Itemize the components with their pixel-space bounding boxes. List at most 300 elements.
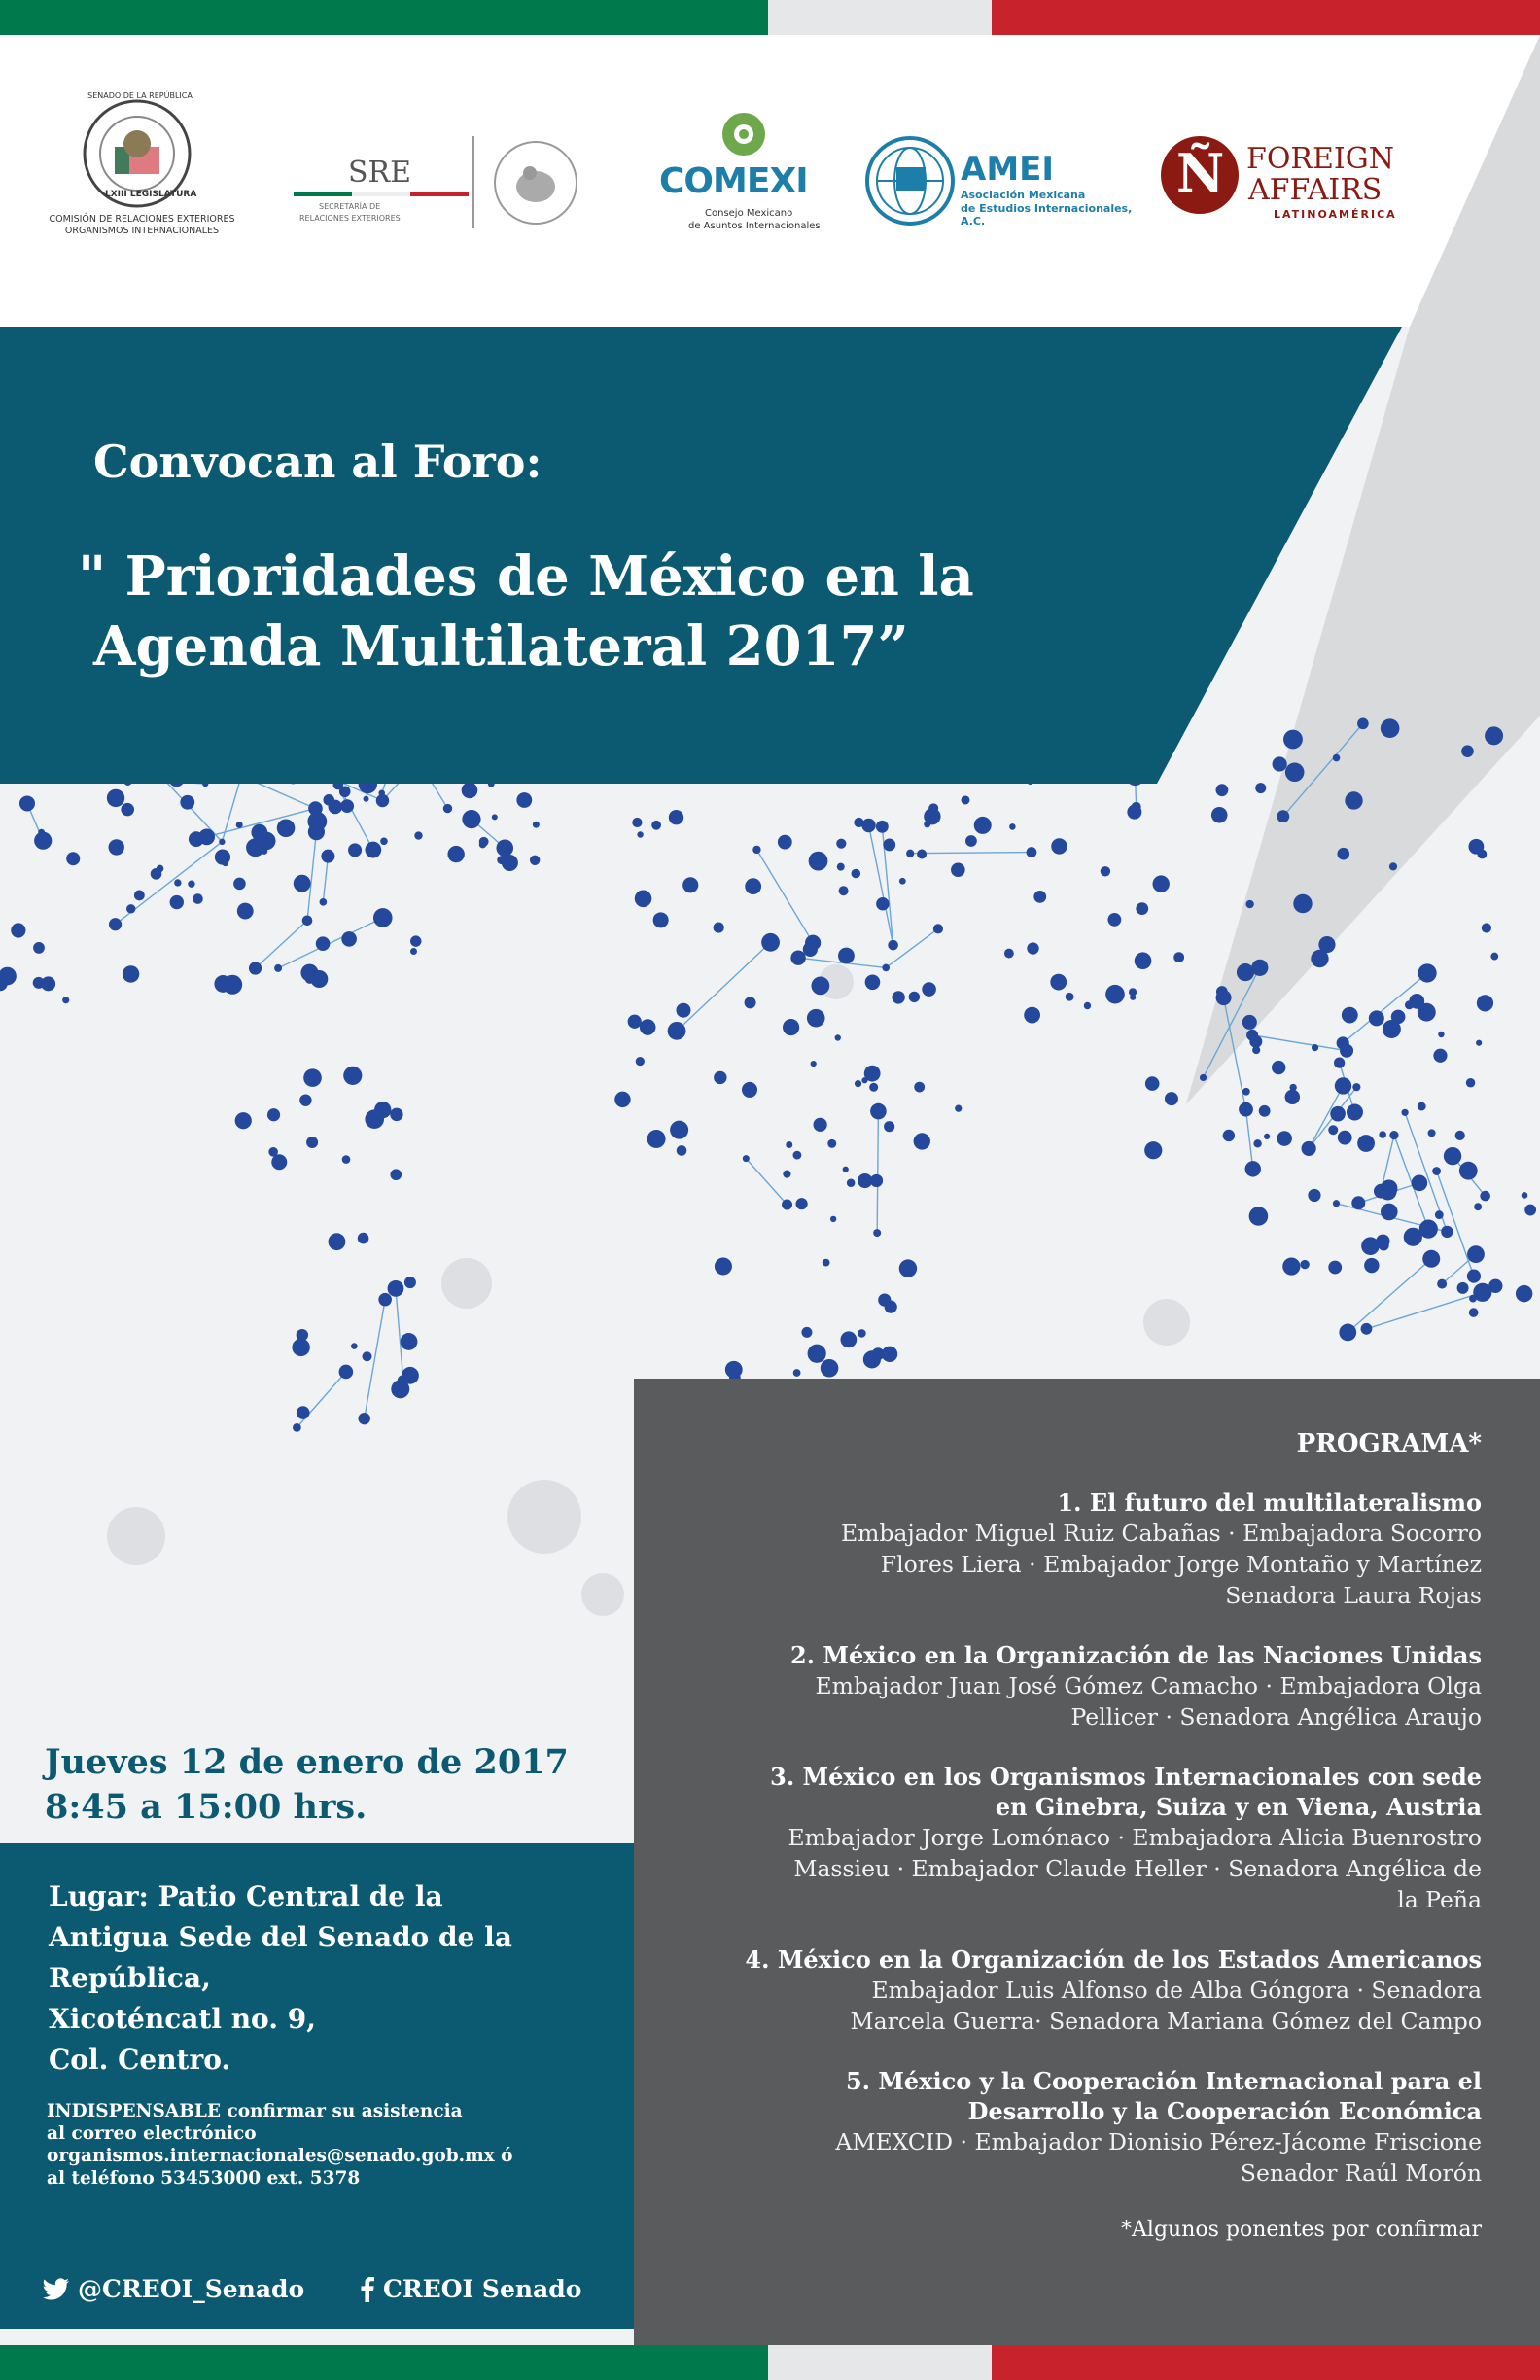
network-node — [267, 1108, 280, 1121]
network-link — [1224, 998, 1246, 1109]
network-node — [1338, 1131, 1352, 1145]
network-node — [1435, 1210, 1444, 1219]
programa-item-speakers — [661, 1518, 1482, 1611]
network-node — [447, 846, 464, 862]
network-node — [1335, 1077, 1351, 1094]
network-node — [1272, 1061, 1285, 1074]
network-node — [1474, 1203, 1482, 1210]
network-node — [462, 783, 478, 799]
programa-item-heading — [661, 1488, 1482, 1518]
network-node — [838, 948, 855, 964]
network-node — [1145, 1076, 1160, 1091]
network-node — [752, 846, 760, 854]
network-node — [1337, 848, 1349, 860]
event-date: Jueves 12 de enero de 2017 — [45, 1742, 569, 1782]
network-link — [1246, 1109, 1253, 1169]
network-node — [122, 965, 139, 982]
network-node — [1422, 1250, 1440, 1268]
network-node — [811, 1061, 817, 1067]
network-node — [847, 1178, 856, 1187]
network-node — [951, 862, 965, 877]
network-node — [1467, 1270, 1481, 1283]
network-node — [380, 837, 388, 845]
network-node — [793, 1151, 802, 1160]
speakers-line: la Peña — [1397, 1886, 1482, 1913]
network-node — [1412, 1175, 1428, 1192]
network-node — [1216, 986, 1228, 998]
network-node — [401, 1333, 418, 1350]
network-node — [378, 1293, 392, 1307]
network-node — [373, 908, 393, 928]
network-node — [293, 1423, 301, 1432]
network-node — [1223, 1130, 1235, 1141]
network-node — [682, 877, 698, 892]
network-node — [1144, 1141, 1162, 1159]
network-node — [1524, 1205, 1536, 1216]
network-node — [648, 1130, 666, 1148]
network-node — [1200, 1074, 1207, 1081]
twitter-bird-icon — [43, 2278, 70, 2301]
network-node — [1328, 1125, 1338, 1135]
network-node — [351, 1343, 358, 1349]
rsvp-line: al correo electrónico — [47, 2123, 257, 2144]
network-node — [888, 940, 898, 951]
heading-line: 1. El futuro del multilateralismo — [1057, 1488, 1482, 1517]
network-node — [1480, 1191, 1490, 1202]
network-node — [533, 822, 540, 828]
network-node — [1328, 1261, 1342, 1275]
network-node — [320, 898, 328, 906]
network-node — [1467, 1245, 1485, 1263]
facebook-page: CREOI Senado — [383, 2275, 582, 2303]
network-node — [1382, 1020, 1401, 1038]
venue-line: Col. Centro. — [49, 2044, 231, 2076]
network-node — [1259, 1105, 1271, 1117]
network-node — [882, 1347, 897, 1362]
network-node — [884, 1121, 894, 1132]
network-node — [364, 796, 369, 802]
senado-ring-text: SENADO DE LA REPÚBLICA — [88, 91, 192, 100]
network-link — [677, 942, 771, 1031]
network-node — [1004, 949, 1014, 959]
network-node — [822, 1259, 830, 1267]
network-node — [974, 817, 992, 834]
speakers-line: Senadora Laura Rojas — [1225, 1582, 1482, 1609]
network-node — [801, 1327, 812, 1338]
network-node — [1342, 1007, 1358, 1024]
network-node — [359, 1413, 370, 1424]
network-node — [443, 804, 452, 813]
network-node — [1239, 1102, 1253, 1117]
network-node — [835, 1034, 841, 1040]
network-node — [1469, 1295, 1477, 1303]
network-node — [1334, 1058, 1345, 1068]
network-node — [306, 1137, 318, 1148]
amei-line1: Asociación Mexicana — [961, 189, 1086, 201]
programa-note: *Algunos ponentes por confirmar — [1121, 2218, 1482, 2242]
network-node — [786, 1141, 792, 1148]
programa-item-speakers — [661, 1822, 1482, 1915]
background-bubble — [581, 1573, 624, 1616]
sre-flag-bar — [294, 192, 469, 196]
programa-item — [661, 1640, 1482, 1732]
network-node — [914, 1133, 930, 1149]
network-node — [782, 1199, 792, 1209]
network-node — [1282, 1257, 1300, 1275]
network-node — [316, 936, 331, 951]
network-node — [1488, 1279, 1502, 1293]
network-link — [756, 850, 813, 943]
network-node — [343, 1067, 362, 1085]
network-node — [909, 992, 920, 1002]
network-node — [268, 1147, 278, 1157]
network-node — [745, 997, 756, 1008]
network-node — [778, 835, 792, 850]
foreign-affairs-logo — [1159, 134, 1412, 231]
programa-item-heading — [661, 1944, 1482, 1975]
network-node — [793, 1369, 801, 1377]
network-node — [653, 912, 669, 928]
network-link — [307, 832, 316, 921]
network-node — [745, 878, 761, 894]
speakers-line: Massieu · Embajador Claude Heller · Senadora Angélica de — [793, 1855, 1482, 1882]
network-node — [1129, 988, 1137, 996]
network-node — [363, 1351, 372, 1361]
network-node — [341, 931, 357, 947]
network-node — [0, 967, 17, 986]
network-node — [492, 814, 498, 820]
comexi-line1: Consejo Mexicano — [705, 208, 793, 219]
network-node — [1522, 1192, 1528, 1199]
network-node — [924, 808, 940, 824]
network-node — [714, 1071, 726, 1084]
network-node — [632, 818, 642, 827]
network-node — [640, 1019, 656, 1035]
network-node — [107, 789, 124, 807]
network-node — [109, 918, 122, 930]
programa-item — [661, 2066, 1482, 2188]
amei-name: AMEI — [961, 150, 1055, 189]
network-node — [214, 975, 231, 993]
network-node — [1437, 1279, 1447, 1289]
network-node — [840, 1331, 857, 1348]
network-node — [1428, 1129, 1436, 1137]
network-node — [813, 1118, 826, 1132]
programa-item-speakers — [661, 2126, 1482, 2188]
heading-line: 5. México y la Cooperación Internacional para el — [845, 2067, 1482, 2095]
programa-item-heading — [661, 2066, 1482, 2126]
network-node — [843, 1167, 849, 1172]
network-node — [1477, 850, 1487, 859]
network-node — [827, 1139, 836, 1148]
network-node — [1242, 1088, 1250, 1096]
amei-globe-icon — [863, 134, 957, 228]
network-node — [233, 878, 246, 891]
rsvp-line: al teléfono 53453000 ext. 5378 — [47, 2168, 361, 2188]
network-link — [746, 1159, 787, 1205]
network-node — [839, 886, 849, 895]
network-node — [637, 831, 643, 837]
network-node — [636, 1057, 645, 1066]
network-node — [614, 1092, 630, 1107]
foreign-affairs-letter: Ñ — [1176, 142, 1225, 204]
network-node — [1173, 952, 1184, 962]
network-node — [11, 923, 25, 937]
network-node — [1165, 1092, 1178, 1105]
network-node — [876, 821, 889, 833]
programa — [661, 1429, 1482, 2242]
venue-line: Lugar: Patio Central de la — [49, 1880, 443, 1912]
network-node — [882, 964, 890, 972]
network-node — [1389, 1131, 1398, 1139]
network-node — [1105, 985, 1125, 1004]
network-node — [892, 991, 904, 1003]
network-node — [1418, 1003, 1436, 1022]
twitter-handle: @CREOI_Senado — [78, 2275, 305, 2303]
network-node — [390, 1108, 402, 1121]
network-node — [1066, 993, 1074, 1001]
network-node — [1318, 936, 1335, 953]
network-node — [1127, 805, 1141, 820]
network-node — [743, 1155, 750, 1162]
network-node — [805, 935, 821, 951]
network-node — [530, 856, 540, 865]
forum-title-line2: Agenda Multilateral 2017” — [93, 614, 909, 679]
venue-info — [49, 1876, 593, 2081]
network-node — [808, 1345, 826, 1363]
network-node — [151, 868, 162, 880]
network-node — [1405, 1000, 1414, 1009]
speakers-line: Marcela Guerra· Senadora Mariana Gómez del Campo — [850, 2008, 1482, 2035]
twitter-link[interactable] — [43, 2275, 304, 2303]
foreign-affairs-line3: LATINOAMÉRICA — [1274, 208, 1397, 221]
network-node — [62, 997, 69, 1003]
foreign-affairs-line2: AFFAIRS — [1248, 173, 1382, 207]
event-datetime — [45, 1740, 569, 1830]
network-node — [854, 818, 863, 827]
network-node — [821, 1359, 839, 1378]
network-node — [19, 795, 35, 811]
network-node — [1084, 1002, 1091, 1009]
network-node — [861, 819, 875, 832]
heading-line: 2. México en la Organización de las Naciones Unidas — [789, 1641, 1482, 1669]
network-node — [899, 1259, 917, 1277]
network-node — [870, 1103, 887, 1120]
network-node — [38, 829, 45, 836]
network-node — [1433, 1049, 1447, 1063]
heading-line: 4. México en la Organización de los Estados Americanos — [745, 1945, 1482, 1974]
network-node — [329, 1233, 346, 1250]
amei-logo — [863, 134, 1145, 231]
programa-item — [661, 1944, 1482, 2037]
network-node — [1009, 823, 1016, 830]
facebook-link[interactable] — [360, 2275, 581, 2303]
network-node — [761, 933, 780, 952]
network-link — [323, 857, 328, 902]
speakers-line: Embajador Miguel Ruiz Cabañas · Embajadora Socorro — [840, 1520, 1482, 1547]
network-node — [1251, 960, 1268, 976]
network-node — [1379, 1131, 1386, 1138]
network-link — [1252, 1035, 1347, 1051]
network-node — [899, 878, 906, 885]
senado-caption-1: COMISIÓN DE RELACIONES EXTERIORES — [49, 214, 235, 225]
network-node — [1419, 1220, 1438, 1239]
network-node — [1389, 862, 1397, 870]
comexi-line2: de Asuntos Internacionales — [688, 221, 821, 231]
network-node — [33, 942, 45, 954]
network-node — [1051, 838, 1067, 854]
network-node — [479, 837, 489, 847]
network-node — [1285, 1090, 1300, 1104]
sre-line2: RELACIONES EXTERIORES — [299, 214, 401, 223]
network-node — [321, 850, 334, 863]
network-node — [669, 810, 683, 824]
network-node — [277, 819, 296, 837]
network-node — [933, 924, 943, 933]
network-node — [961, 795, 969, 804]
network-node — [305, 974, 315, 984]
network-node — [302, 915, 313, 926]
network-node — [783, 1170, 790, 1177]
network-node — [883, 839, 895, 852]
network-node — [1249, 1207, 1269, 1226]
sre-line1: SECRETARÍA DE — [319, 202, 381, 211]
network-node — [863, 1350, 881, 1368]
network-node — [271, 1154, 287, 1170]
network-node — [837, 863, 845, 871]
network-node — [339, 786, 351, 797]
network-node — [365, 1109, 384, 1129]
network-node — [861, 1077, 867, 1083]
network-node — [236, 822, 243, 828]
network-node — [1476, 1040, 1482, 1046]
programa-item-speakers — [661, 1670, 1482, 1732]
rsvp-email-line[interactable]: organismos.internacionales@senado.gob.mx ó — [47, 2146, 513, 2166]
network-node — [258, 832, 276, 851]
network-node — [651, 821, 661, 830]
network-node — [1264, 1134, 1270, 1139]
network-node — [496, 839, 513, 857]
venue-line: Antigua Sede del Senado de la — [49, 1921, 512, 1953]
senado-caption-2: ORGANISMOS INTERNACIONALES — [64, 226, 220, 236]
heading-line: 3. México en los Organismos Internacionales con sede — [770, 1763, 1482, 1791]
network-node — [33, 977, 45, 989]
network-node — [1374, 1184, 1388, 1199]
background-bubble — [1143, 1299, 1190, 1346]
comexi-name: COMEXI — [659, 161, 808, 201]
network-node — [1365, 1243, 1377, 1255]
network-node — [876, 897, 889, 910]
flag-stripe-top — [0, 0, 1540, 35]
network-node — [1466, 1078, 1475, 1087]
network-node — [1469, 1308, 1479, 1317]
network-node — [66, 852, 80, 865]
network-node — [237, 903, 254, 920]
network-node — [795, 1198, 807, 1209]
speakers-line: Embajador Luis Alfonso de Alba Góngora · Senadora — [871, 1977, 1482, 2004]
network-node — [1457, 1282, 1469, 1294]
network-node — [1364, 1258, 1379, 1273]
network-node — [635, 891, 652, 908]
network-node — [714, 922, 724, 932]
network-node — [809, 852, 828, 871]
network-node — [955, 1105, 962, 1112]
network-node — [1135, 952, 1152, 969]
network-node — [462, 810, 480, 828]
network-node — [906, 850, 914, 858]
network-node — [188, 880, 194, 887]
background-bubble — [107, 1507, 165, 1565]
network-node — [628, 1015, 642, 1029]
programa-item — [661, 1488, 1482, 1611]
network-node — [1050, 974, 1067, 991]
network-node — [1312, 1044, 1318, 1051]
network-node — [292, 1339, 309, 1356]
network-node — [1300, 1260, 1309, 1269]
network-node — [1357, 1135, 1375, 1152]
network-node — [922, 982, 936, 997]
network-node — [1333, 1200, 1340, 1207]
network-node — [192, 893, 203, 904]
network-node — [404, 1277, 416, 1288]
network-node — [1345, 791, 1362, 809]
forum-title-line1: " Prioridades de México en la — [78, 544, 974, 609]
network-node — [1277, 1131, 1292, 1146]
network-node — [516, 792, 532, 808]
network-node — [1293, 894, 1312, 913]
network-node — [388, 1280, 404, 1297]
network-link — [396, 1288, 403, 1381]
heading-line: Desarrollo y la Cooperación Económica — [967, 2097, 1482, 2125]
network-node — [668, 1022, 686, 1040]
network-node — [249, 962, 262, 974]
amei-line2: de Estudios Internacionales, A.C. — [961, 202, 1133, 228]
network-node — [858, 1329, 866, 1338]
network-node — [1330, 1106, 1346, 1122]
network-node — [851, 869, 860, 879]
network-node — [1252, 1046, 1260, 1054]
network-node — [1253, 1139, 1261, 1147]
network-node — [855, 1080, 861, 1087]
network-node — [1340, 1044, 1353, 1058]
network-node — [830, 1216, 836, 1222]
network-node — [308, 823, 325, 840]
network-node — [1418, 963, 1436, 982]
network-node — [1339, 1324, 1356, 1342]
sre-abbr: SRE — [348, 156, 412, 190]
network-link — [297, 1372, 345, 1427]
rsvp-line: INDISPENSABLE confirmar su asistencia — [47, 2101, 463, 2121]
heading-line: en Ginebra, Suiza y en Viena, Austria — [995, 1793, 1482, 1821]
network-node — [1347, 1104, 1363, 1121]
network-link — [910, 853, 1032, 854]
network-link — [1366, 1292, 1482, 1328]
network-node — [1027, 847, 1037, 858]
network-node — [670, 1121, 688, 1139]
rsvp-info — [47, 2100, 620, 2189]
network-node — [390, 1169, 402, 1180]
speakers-line: AMEXCID · Embajador Dionisio Pérez-Jácome Friscione — [835, 2128, 1482, 2155]
network-node — [677, 1145, 687, 1156]
network-node — [790, 951, 805, 965]
network-node — [1351, 1196, 1365, 1209]
network-node — [873, 1229, 881, 1237]
network-node — [339, 1365, 354, 1380]
network-node — [1369, 1010, 1384, 1026]
network-node — [869, 1083, 878, 1092]
network-node — [1107, 913, 1121, 927]
network-node — [1308, 1189, 1320, 1202]
